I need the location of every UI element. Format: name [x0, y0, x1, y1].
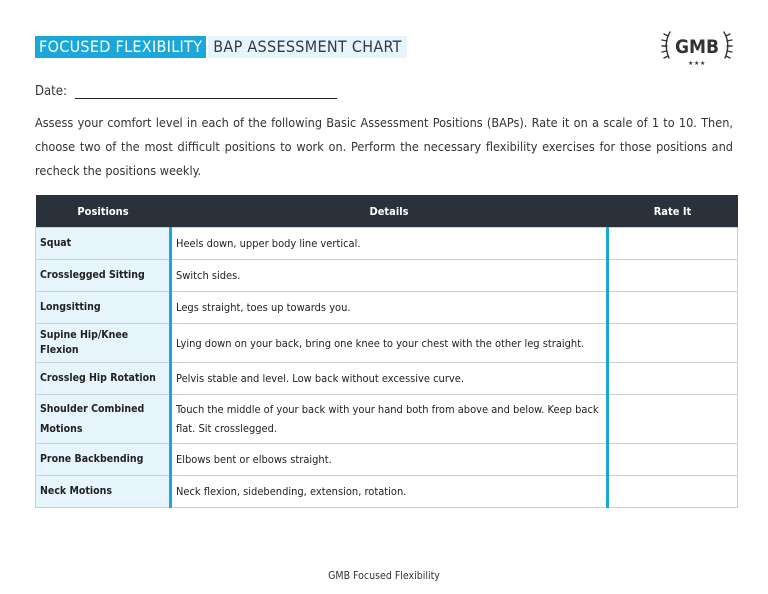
details-cell: Lying down on your back, bring one knee to your chest with the other leg straight. — [171, 324, 608, 363]
svg-text:★: ★ — [694, 60, 700, 67]
svg-text:★: ★ — [688, 60, 694, 67]
rate-cell[interactable] — [608, 292, 738, 324]
rate-cell[interactable] — [608, 363, 738, 395]
date-label: Date: — [35, 84, 67, 99]
rate-cell[interactable] — [608, 324, 738, 363]
title-rest: BAP ASSESSMENT CHART — [208, 36, 406, 58]
details-cell: Elbows bent or elbows straight. — [171, 444, 608, 476]
details-cell: Pelvis stable and level. Low back without excessive curve. — [171, 363, 608, 395]
page-title — [35, 36, 407, 58]
table-row — [36, 228, 738, 260]
table-row — [36, 476, 738, 508]
position-cell: Supine Hip/Knee Flexion — [36, 324, 171, 363]
details-cell: Legs straight, toes up towards you. — [171, 292, 608, 324]
logo-text: GMB — [674, 36, 720, 58]
details-cell: Switch sides. — [171, 260, 608, 292]
position-cell: Neck Motions — [36, 476, 171, 508]
header-details: Details — [171, 195, 608, 228]
position-cell: Crossleg Hip Rotation — [36, 363, 171, 395]
details-cell: Neck flexion, sidebending, extension, rotation. — [171, 476, 608, 508]
table-row — [36, 444, 738, 476]
rate-cell[interactable] — [608, 228, 738, 260]
table-row — [36, 292, 738, 324]
position-cell: Crosslegged Sitting — [36, 260, 171, 292]
page-footer: GMB Focused Flexibility — [328, 570, 440, 582]
intro-paragraph: Assess your comfort level in each of the following Basic Assessment Positions (BAPs). Rate it on a scale of 1 to 10. Then, choose two of the most difficult positions to work on. Perform the necessary flexibility exercises for those positions and recheck the positions weekly. — [35, 115, 733, 178]
rate-cell[interactable] — [608, 476, 738, 508]
position-cell: Shoulder Combined Motions — [36, 395, 171, 444]
svg-text:★: ★ — [700, 60, 706, 67]
header-rate: Rate It — [608, 195, 738, 228]
details-cell: Touch the middle of your back with your hand both from above and below. Keep back flat. Sit crosslegged. — [171, 395, 608, 444]
gmb-logo — [660, 26, 734, 68]
rate-cell[interactable] — [608, 444, 738, 476]
position-cell: Longsitting — [36, 292, 171, 324]
details-cell: Heels down, upper body line vertical. — [171, 228, 608, 260]
table-row — [36, 324, 738, 363]
title-highlight: FOCUSED FLEXIBILITY — [35, 36, 206, 58]
bap-table — [35, 195, 738, 508]
table-header-row — [36, 195, 738, 228]
table-row — [36, 260, 738, 292]
table-row — [36, 395, 738, 444]
date-field[interactable] — [75, 84, 337, 99]
date-row — [35, 84, 337, 99]
header-positions: Positions — [36, 195, 171, 228]
rate-cell[interactable] — [608, 395, 738, 444]
rate-cell[interactable] — [608, 260, 738, 292]
table-row — [36, 363, 738, 395]
position-cell: Prone Backbending — [36, 444, 171, 476]
position-cell: Squat — [36, 228, 171, 260]
